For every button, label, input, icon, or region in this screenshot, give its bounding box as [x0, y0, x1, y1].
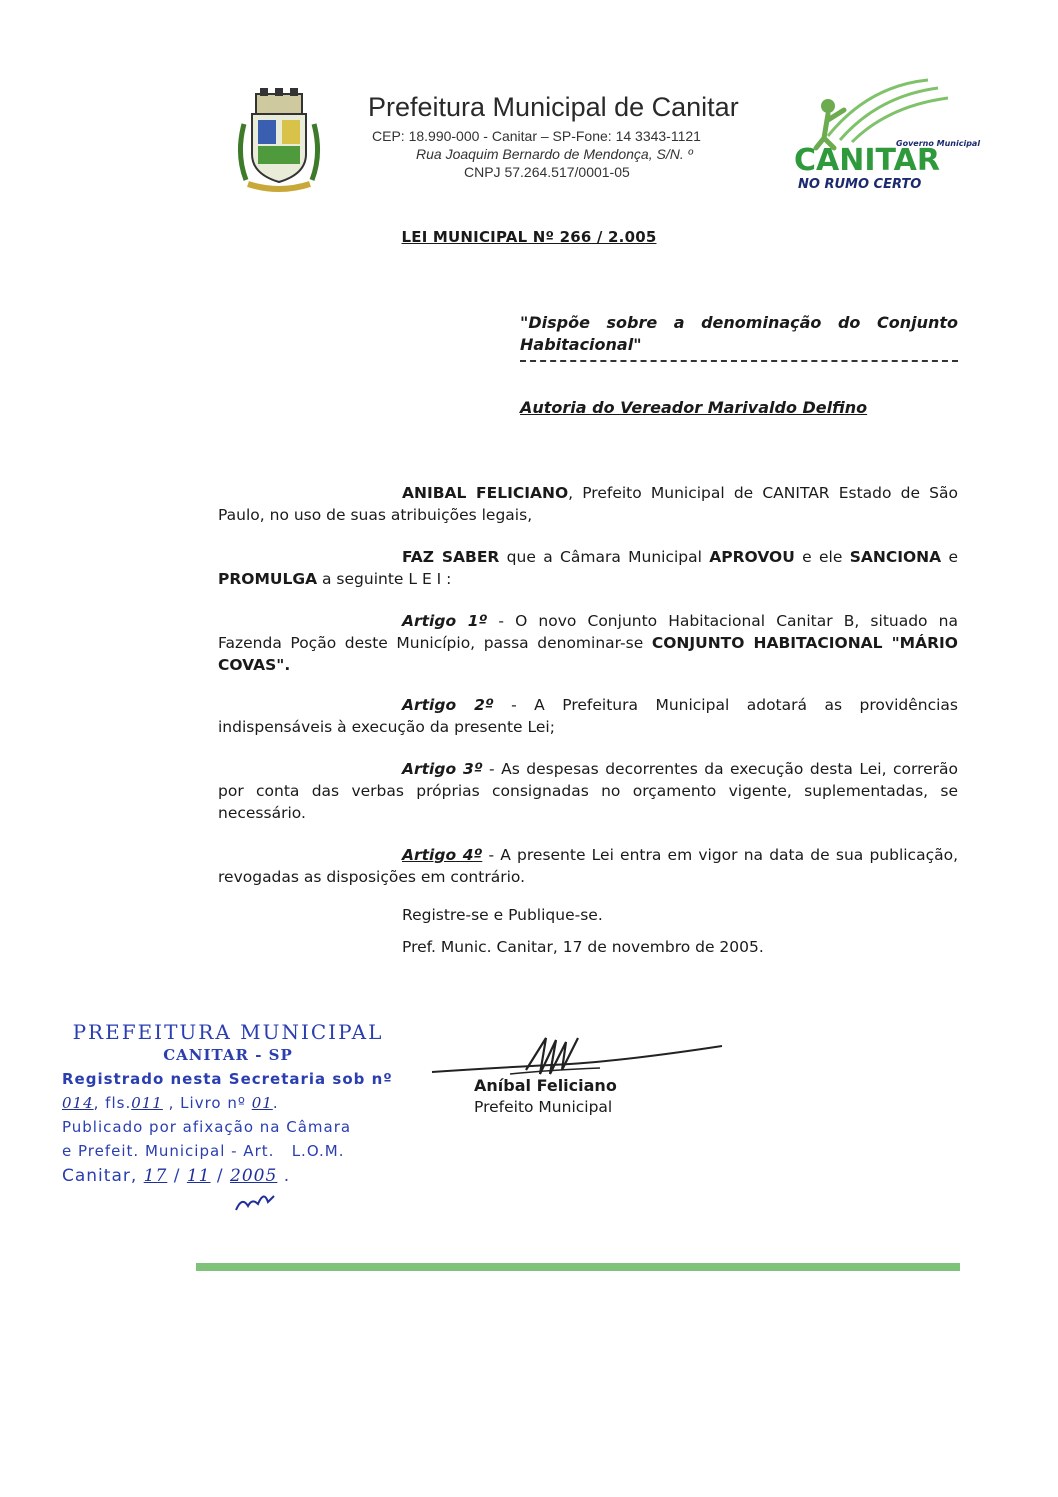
- article-3: [218, 758, 958, 824]
- stamp-year: 2005: [230, 1166, 278, 1186]
- stamp-article-line: [62, 1142, 394, 1160]
- promulgation-text-1: que a Câmara Municipal: [499, 548, 710, 566]
- stamp-title: PREFEITURA MUNICIPAL: [72, 1020, 384, 1044]
- mayor-text: , Prefeito Municipal de CANITAR Estado de São Paulo, no uso de suas atribuições legais,: [218, 484, 958, 524]
- header-cep-phone: CEP: 18.990-000 - Canitar – SP-Fone: 14 3343-1121: [372, 128, 701, 144]
- law-summary: "Dispõe sobre a denominação do Conjunto Habitacional": [520, 313, 958, 354]
- stamp-month: 11: [186, 1166, 211, 1186]
- header-title: Prefeitura Municipal de Canitar: [368, 92, 739, 122]
- promulga: PROMULGA: [218, 570, 318, 588]
- canitar-government-logo: [788, 76, 981, 194]
- dashed-divider: [520, 360, 958, 362]
- article-4-text: - A presente Lei entra em vigor na data de sua publicação, revogadas as disposições em contrário.: [218, 846, 959, 886]
- register-publish: Registre-se e Publique-se.: [402, 906, 603, 924]
- logo-brand: CANITAR: [794, 143, 940, 178]
- promulgation-text-4: a seguinte L E I :: [317, 570, 452, 588]
- signer-name: Aníbal Feliciano: [474, 1076, 617, 1095]
- article-2-text: - A Prefeitura Municipal adotará as providências indispensáveis à execução da presente Lei;: [218, 696, 958, 736]
- stamp-lom: L.O.M.: [291, 1142, 345, 1160]
- article-1-label: Artigo 1º: [402, 612, 488, 630]
- stamp-published-line: Publicado por afixação na Câmara: [62, 1118, 352, 1136]
- stamp-fls-label: , fls.: [93, 1094, 132, 1112]
- stamp-livro: 01: [251, 1094, 273, 1112]
- article-2-label: Artigo 2º: [402, 696, 494, 714]
- article-3-label: Artigo 3º: [402, 760, 483, 778]
- mayor-name: ANIBAL FELICIANO: [402, 484, 569, 502]
- stamp-numbers-line: 014, fls.011 , Livro nº 01.: [62, 1094, 279, 1112]
- article-2: [218, 694, 958, 738]
- aprovou: APROVOU: [709, 548, 795, 566]
- paragraph-promulgation: [218, 546, 958, 590]
- stamp-registered-line: Registrado nesta Secretaria sob nº: [62, 1070, 393, 1088]
- footer-green-bar: [196, 1263, 960, 1271]
- stamp-fls: 011: [131, 1094, 163, 1112]
- article-1-name: CONJUNTO HABITACIONAL "MÁRIO COVAS".: [218, 634, 958, 674]
- article-1: [218, 610, 958, 676]
- sanciona: SANCIONA: [849, 548, 942, 566]
- stamp-city: CANITAR - SP: [163, 1046, 293, 1064]
- registration-stamp: [62, 1020, 394, 1220]
- place-date: Pref. Munic. Canitar, 17 de novembro de 2005.: [402, 938, 764, 956]
- article-1-text: - O novo Conjunto Habitacional Canitar B, situado na Fazenda Poção deste Município, passa denominar-se: [218, 612, 958, 652]
- paragraph-mayor: [218, 482, 958, 526]
- stamp-day: 17: [143, 1166, 168, 1186]
- law-title: LEI MUNICIPAL Nº 266 / 2.005: [401, 228, 657, 246]
- header-address: Rua Joaquim Bernardo de Mendonça, S/N. º: [416, 146, 693, 162]
- promulgation-text-2: e ele: [794, 548, 850, 566]
- promulgation-text-3: e: [941, 548, 959, 566]
- stamp-article-text: e Prefeit. Municipal - Art.: [62, 1142, 275, 1160]
- article-4-label: Artigo 4º: [402, 846, 483, 864]
- stamp-livro-label: , Livro nº: [162, 1094, 246, 1112]
- logo-top-text: Governo Municipal: [896, 139, 981, 148]
- municipal-coat-of-arms: [232, 84, 326, 196]
- law-author: Autoria do Vereador Marivaldo Delfino: [520, 398, 868, 417]
- logo-slogan: NO RUMO CERTO: [798, 177, 922, 192]
- signer-role: Prefeito Municipal: [474, 1098, 613, 1116]
- article-4: [218, 844, 958, 888]
- stamp-initials: [230, 1186, 290, 1216]
- stamp-reg-no: 014: [62, 1094, 94, 1112]
- header-cnpj: CNPJ 57.264.517/0001-05: [464, 164, 630, 180]
- stamp-date-line: Canitar, 17 / 11 / 2005 .: [62, 1166, 291, 1186]
- article-3-text: - As despesas decorrentes da execução desta Lei, correrão por conta das verbas próprias consignadas no orçamento vigente, suplementadas, se necessário.: [218, 760, 958, 822]
- faz-saber: FAZ SABER: [402, 548, 500, 566]
- stamp-city-label: Canitar,: [62, 1166, 138, 1186]
